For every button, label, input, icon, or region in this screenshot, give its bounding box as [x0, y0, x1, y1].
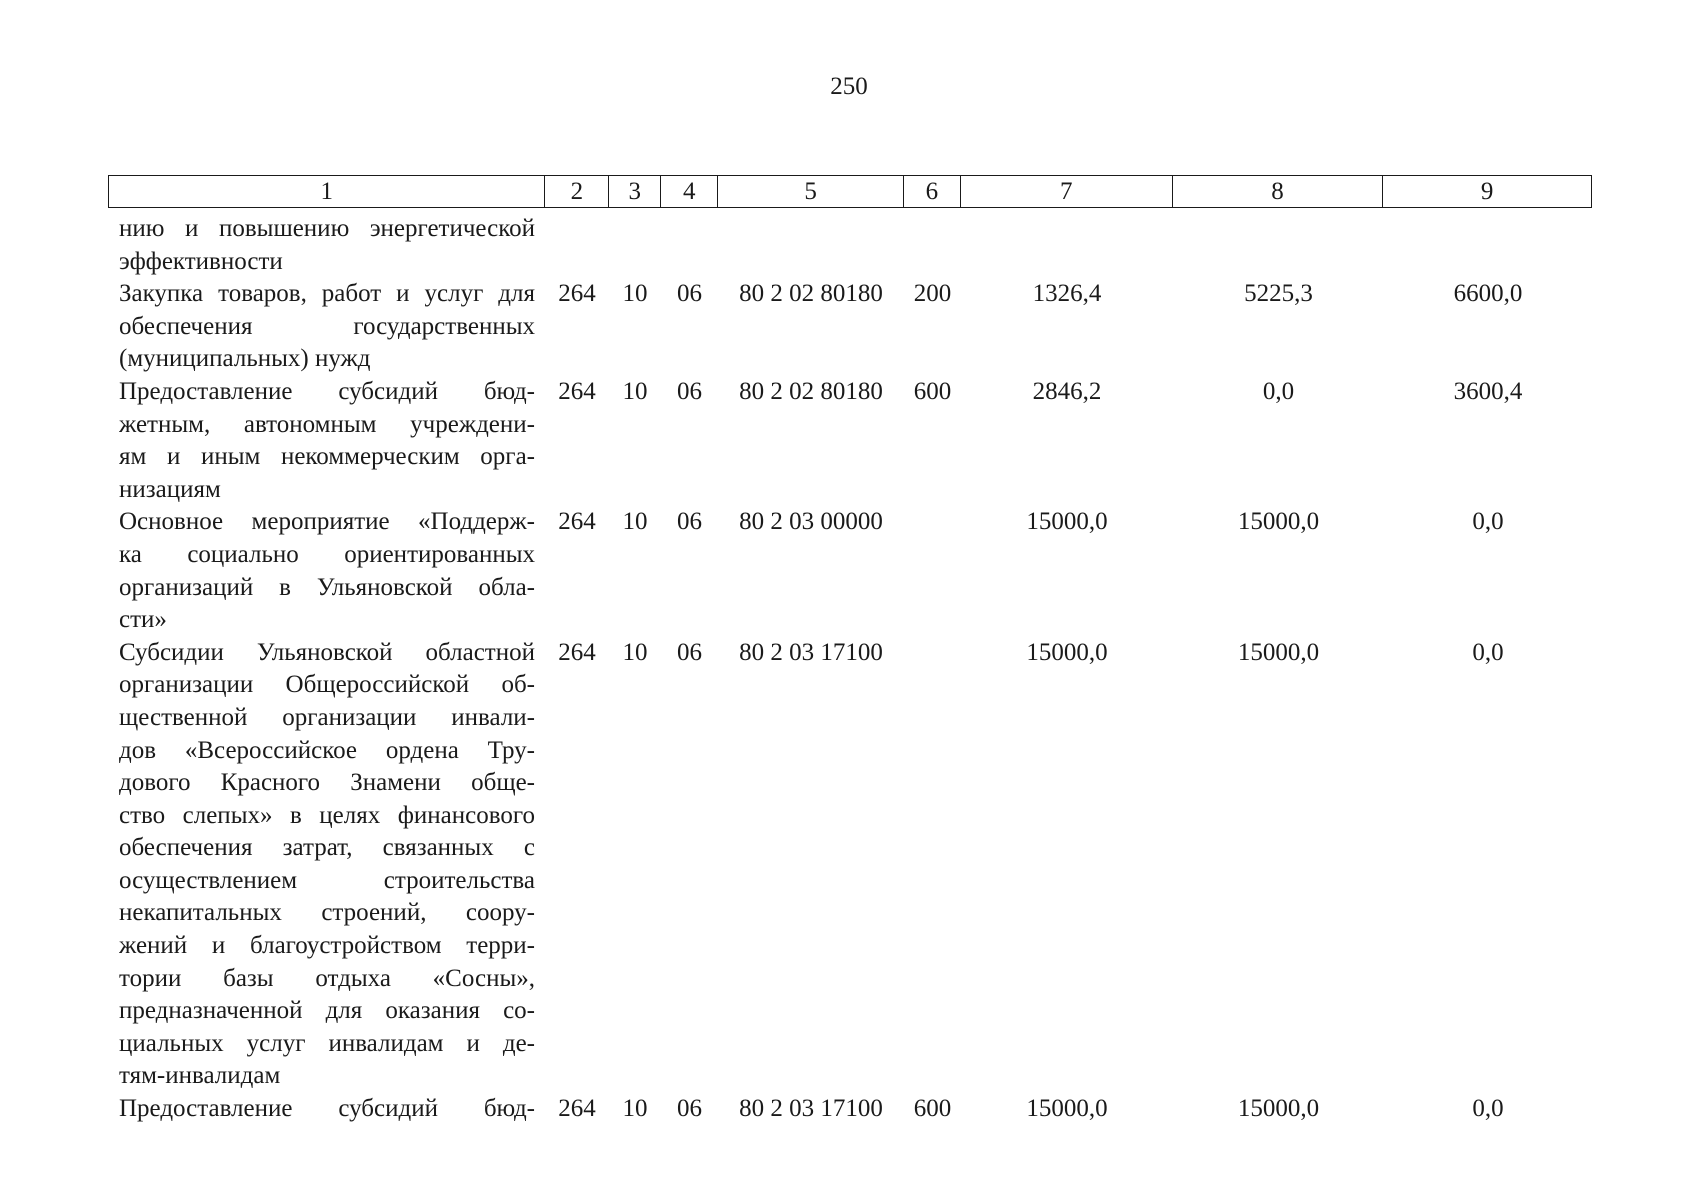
- cell-target-code: 80 2 02 80180: [739, 280, 883, 308]
- column-header-1: 1: [109, 176, 545, 207]
- column-header-7: 7: [961, 176, 1173, 207]
- table-row: [108, 506, 1592, 636]
- description-line: жений и благоустройством терри-: [119, 932, 535, 960]
- column-header-5: 5: [718, 176, 904, 207]
- table-row: [108, 1093, 1592, 1126]
- description-line: эффективности: [119, 247, 283, 275]
- cell-section: 10: [622, 377, 648, 405]
- cell-subsection: 06: [677, 638, 702, 666]
- description-line: некапитальных строений, соору-: [119, 899, 535, 927]
- cell-ministry-code: 264: [558, 1095, 596, 1123]
- cell-amount-col7: 2846,2: [1032, 377, 1102, 405]
- cell-amount-col9: 0,0: [1472, 638, 1504, 666]
- description-line: ка социально ориентированных: [119, 540, 535, 568]
- cell-amount-col7: 15000,0: [1026, 1095, 1108, 1123]
- cell-amount-col8: 5225,3: [1244, 280, 1313, 308]
- description-line: организаций в Ульяновской обла-: [119, 573, 535, 601]
- cell-amount-col8: 15000,0: [1237, 638, 1320, 666]
- column-header-3: 3: [609, 176, 661, 207]
- description-line: Предоставление субсидий бюд-: [119, 377, 535, 405]
- cell-ministry-code: 264: [558, 280, 596, 308]
- cell-target-code: 80 2 03 17100: [739, 1095, 883, 1123]
- cell-amount-col8: 15000,0: [1237, 1095, 1320, 1123]
- table-row: [108, 278, 1592, 376]
- cell-ministry-code: 264: [558, 377, 596, 405]
- description-line: обеспечения государственных: [119, 312, 535, 340]
- cell-amount-col7: 15000,0: [1026, 638, 1108, 666]
- description-line: жетным, автономным учреждени-: [119, 410, 535, 438]
- description-line: дового Красного Знамени обще-: [119, 769, 535, 797]
- cell-section: 10: [622, 1095, 648, 1123]
- table-row: [108, 213, 1592, 278]
- description-line: сти»: [119, 606, 167, 634]
- description-line: Основное мероприятие «Поддерж-: [119, 508, 535, 536]
- row-description: [108, 213, 545, 278]
- description-line: дов «Всероссийское ордена Тру-: [119, 736, 535, 764]
- cell-amount-col9: 6600,0: [1453, 280, 1523, 308]
- cell-amount-col7: 1326,4: [1032, 280, 1102, 308]
- description-line: циальных услуг инвалидам и де-: [119, 1029, 535, 1057]
- description-line: ство слепых» в целях финансового: [119, 801, 535, 829]
- cell-expense-type: 200: [913, 280, 952, 308]
- page-number: 250: [830, 73, 868, 100]
- cell-amount-col8: 0,0: [1262, 377, 1295, 405]
- column-header-4: 4: [661, 176, 718, 207]
- cell-target-code: 80 2 02 80180: [739, 377, 883, 405]
- description-line: обеспечения затрат, связанных с: [119, 834, 535, 862]
- row-description: [108, 1093, 545, 1126]
- table-row: [108, 637, 1592, 1093]
- cell-section: 10: [622, 638, 648, 666]
- description-line: тории базы отдыха «Сосны»,: [119, 964, 535, 992]
- column-header-8: 8: [1173, 176, 1384, 207]
- description-line: щественной организации инвали-: [119, 703, 535, 731]
- cell-ministry-code: 264: [558, 638, 596, 666]
- description-line: организации Общероссийской об-: [119, 671, 535, 699]
- description-line: ям и иным некоммерческим орга-: [119, 443, 535, 471]
- cell-target-code: 80 2 03 00000: [739, 508, 883, 536]
- cell-amount-col8: 15000,0: [1237, 508, 1320, 536]
- cell-expense-type: 600: [913, 1095, 952, 1123]
- table-column-header: [108, 175, 1592, 208]
- row-description: [108, 376, 545, 506]
- cell-section: 10: [622, 280, 648, 308]
- description-line: низациям: [119, 475, 221, 503]
- cell-subsection: 06: [677, 1095, 702, 1123]
- cell-amount-col7: 15000,0: [1026, 508, 1108, 536]
- cell-section: 10: [622, 508, 648, 536]
- description-line: Субсидии Ульяновской областной: [119, 638, 535, 666]
- description-line: (муниципальных) нужд: [119, 345, 371, 373]
- cell-subsection: 06: [677, 280, 702, 308]
- cell-amount-col9: 3600,4: [1453, 377, 1523, 405]
- description-line: Предоставление субсидий бюд-: [119, 1095, 535, 1123]
- cell-expense-type: 600: [913, 377, 952, 405]
- description-line: тям-инвалидам: [119, 1062, 281, 1090]
- cell-amount-col9: 0,0: [1472, 508, 1504, 536]
- table-row: [108, 376, 1592, 506]
- description-line: нию и повышению энергетической: [119, 215, 535, 242]
- cell-ministry-code: 264: [558, 508, 596, 536]
- column-header-6: 6: [904, 176, 961, 207]
- row-description: [108, 506, 545, 636]
- column-header-2: 2: [545, 176, 609, 207]
- table-body: [108, 213, 1592, 1126]
- column-header-9: 9: [1480, 178, 1494, 205]
- description-line: предназначенной для оказания со-: [119, 997, 535, 1025]
- cell-subsection: 06: [677, 508, 702, 536]
- cell-amount-col9: 0,0: [1472, 1095, 1504, 1123]
- cell-subsection: 06: [677, 377, 702, 405]
- row-description: [108, 637, 545, 1093]
- cell-target-code: 80 2 03 17100: [739, 638, 883, 666]
- row-description: [108, 278, 545, 376]
- description-line: Закупка товаров, работ и услуг для: [119, 280, 535, 308]
- description-line: осуществлением строительства: [119, 866, 535, 894]
